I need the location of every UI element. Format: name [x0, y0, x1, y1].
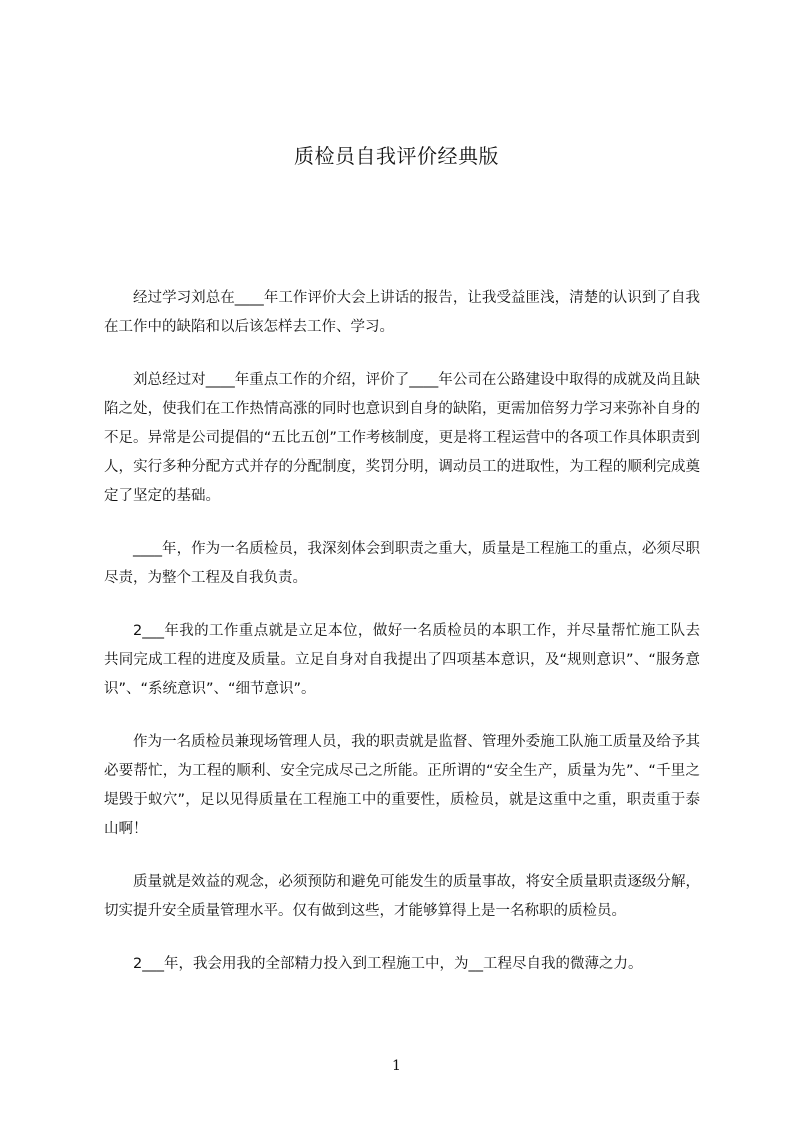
paragraph-4: 2___年我的工作重点就是立足本位，做好一名质检员的本职工作，并尽量帮忙施工队去共同完成工程的进度及质量。立足自身对自我提出了四项基本意识，及“规则意识”、“服务意识”、“系统意识”、“细节意识”。	[104, 623, 700, 697]
paragraph-7: 2___年，我会用我的全部精力投入到工程施工中，为__工程尽自我的微薄之力。	[133, 956, 643, 972]
paragraph-2: 刘总经过对____年重点工作的介绍，评价了____年公司在公路建设中取得的成就及尚且缺陷之处，使我们在工作热情高涨的同时也意识到自身的缺陷，更需加倍努力学习来弥补自身的不足。异常是公司提倡的“五比五创”工作考核制度，更是将工程运营中的各项工作具体职责到人，实行多种分配方式并存的分配制度，奖罚分明，调动员工的进取性，为工程的顺利完成奠定了坚定的基础。	[104, 372, 700, 504]
document-title: 质检员自我评价经典版	[294, 144, 499, 168]
paragraph-6: 质量就是效益的观念，必须预防和避免可能发生的质量事故，将安全质量职责逐级分解，切实提升安全质量管理水平。仅有做到这些，才能够算得上是一名称职的质检员。	[104, 874, 700, 919]
document-body	[104, 284, 700, 1003]
paragraph-3: ____年，作为一名质检员，我深刻体会到职责之重大，质量是工程施工的重点，必须尽职尽责，为整个工程及自我负责。	[104, 541, 700, 586]
page-number: 1	[392, 1058, 401, 1074]
paragraph-1: 经过学习刘总在____年工作评价大会上讲话的报告，让我受益匪浅，清楚的认识到了自我在工作中的缺陷和以后该怎样去工作、学习。	[104, 290, 700, 335]
paragraph-5: 作为一名质检员兼现场管理人员，我的职责就是监督、管理外委施工队施工质量及给予其必要帮忙，为工程的顺利、安全完成尽己之所能。正所谓的“安全生产，质量为先”、“千里之堤毁于蚁穴”，足以见得质量在工程施工中的重要性，质检员，就是这重中之重，职责重于泰山啊！	[104, 734, 700, 837]
